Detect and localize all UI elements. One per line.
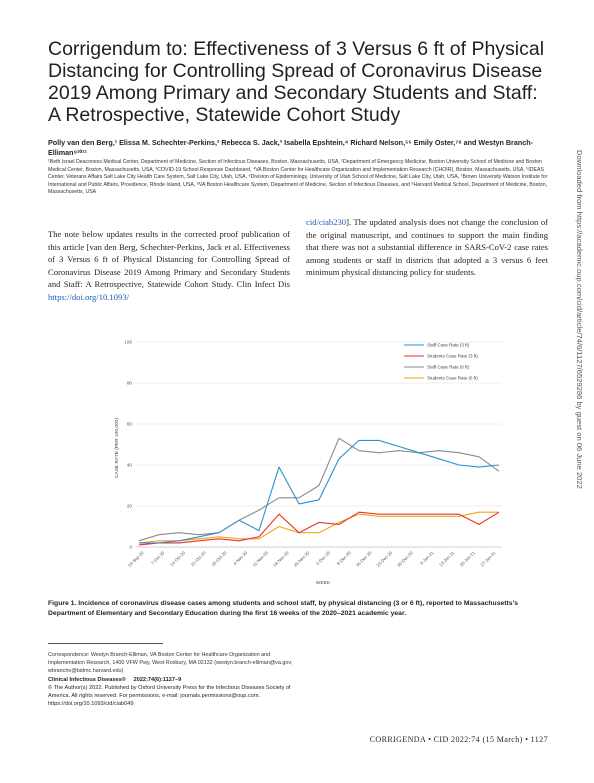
x-tick-label: 24-Sep-20 xyxy=(126,550,145,568)
legend-label-1: Students Case Rate (3 ft) xyxy=(427,353,478,359)
article-title: Corrigendum to: Effectiveness of 3 Versus 6 ft of Physical Distancing for Controlling Spread of Coronavirus Disease 2019 Among Primary and Secondary Students and Staff: A Retrospective, Statewide Cohort Study xyxy=(48,38,545,126)
download-sidebar xyxy=(574,150,586,570)
affiliations: ¹Beth Israel Deaconess Medical Center, Department of Medicine, Section of Infectious Diseases, Boston, Massachusetts, USA, ²Department of Emergency Medicine, Boston University School of Medicine and Boston Medical Center, Boston, Massachusetts, USA, ³COVID-19 School Response Dashboard, ⁴VA Boston Center for Healthcare Organization and Implementation Research (CHOIR), Boston, Massachusetts, USA, ⁵IDEAS Center, Veterans Affairs Salt Lake City Health Care System, Salt Lake City, Utah, USA, ⁶Division of Epidemiology, University of Utah School of Medicine, Salt Lake City, Utah, USA, ⁷Brown University Watson Institute for International and Public Affairs, Providence, Rhode Island, USA, ⁸VA Boston Healthcare System, Department of Medicine, Section of Infectious Diseases, and ⁹Harvard Medical School, Department of Medicine, Boston, Massachusetts, USA xyxy=(48,159,548,196)
body-column-right xyxy=(306,216,548,279)
y-tick-label: 80 xyxy=(126,380,132,386)
y-axis xyxy=(124,340,132,550)
journal-info xyxy=(48,676,293,708)
x-tick-label: 14-Oct-20 xyxy=(169,550,187,568)
chart-legend xyxy=(404,343,478,381)
x-tick-label: 11-Nov-20 xyxy=(251,550,269,568)
x-tick-label: 16-Dec-20 xyxy=(354,550,373,568)
body-column-left xyxy=(48,228,290,304)
y-tick-label: 100 xyxy=(124,339,132,345)
x-tick-label: 27-Jan-21 xyxy=(479,550,497,568)
legend-label-3: Students Case Rate (6 ft) xyxy=(427,375,478,381)
series-line-2 xyxy=(139,438,499,541)
x-tick-label: 13-Jan-21 xyxy=(438,550,456,568)
legend-label-2: Staff Case Rate (6 ft) xyxy=(427,364,470,370)
x-tick-label: 7-Oct-20 xyxy=(150,550,166,566)
footnote-divider xyxy=(48,643,163,644)
article-doi[interactable]: https://doi.org/10.1093/cid/ciab049 xyxy=(48,701,134,707)
copyright-notice: © The Author(s) 2022. Published by Oxford University Press for the Infectious Diseases Society of America. All rights reserved. For permissions, e-mail: journals.permissions@oup.com. xyxy=(48,685,291,699)
x-tick-label: 9-Dec-20 xyxy=(335,550,352,567)
x-tick-label: 20-Jan-21 xyxy=(458,550,477,568)
x-tick-label: 18-Nov-20 xyxy=(271,550,290,568)
x-axis xyxy=(127,550,497,568)
author-list: Polly van den Berg,¹ Elissa M. Schechter-Perkins,² Rebecca S. Jack,³ Isabella Epshtein,⁴ Richard Nelson,⁵⁶ Emily Oster,⁷⁸ and Westyn Branch-Elliman⁹¹⁰¹¹ xyxy=(48,138,534,157)
x-tick-label: 23-Dec-20 xyxy=(375,550,394,568)
x-tick-label: 21-Oct-20 xyxy=(189,550,207,568)
journal-issue: 2022;74(6):1127–9 xyxy=(133,677,182,683)
x-tick-label: 25-Nov-20 xyxy=(292,550,311,568)
doi-link-part1[interactable]: https://doi.org/10.1093/ xyxy=(48,291,130,302)
y-axis-label: CASE RATE (PER 100,000) xyxy=(115,418,120,478)
journal-name: Clinical Infectious Diseases® xyxy=(48,677,126,683)
case-rate-chart xyxy=(104,330,524,592)
doi-link-part2[interactable]: cid/ciab230 xyxy=(306,217,347,227)
y-tick-label: 60 xyxy=(126,421,132,427)
body-text-right: ]. The updated analysis does not change the conclusion of the original manuscript, and continues to support the main finding that there was not a substantial difference in SARS-CoV-2 case rates among students or staff in districts that adopted a 3 versus 6 feet minimum physical distancing policy for students. xyxy=(306,217,548,278)
y-tick-label: 0 xyxy=(129,544,132,550)
x-tick-label: 30-Dec-20 xyxy=(396,550,414,568)
x-tick-label: 6-Jan-21 xyxy=(419,550,435,566)
body-text-left: The note below updates results in the corrected proof publication of this article [van den Berg, Schechter-Perkins, Jack et al. Effectiveness of 3 Versus 6 ft of Physical Distancing for Controlling Spread of Coronavirus Disease 2019 Among Primary and Secondary Students and Staff: A Retrospective, Statewide Cohort Study. Clin Infect Dis xyxy=(48,229,290,290)
page-footer: CORRIGENDA • CID 2022:74 (15 March) • 1127 xyxy=(369,735,548,744)
x-tick-label: 28-Oct-20 xyxy=(210,550,228,568)
y-tick-label: 40 xyxy=(126,462,132,468)
correspondence: Correspondence: Westyn Branch-Elliman, VA Boston Center for Healthcare Organization and Implementation Research, 1400 VFW Pwy, West Roxbury, MA 02132 (westyn.branch-elliman@va.gov; wbranche@bidmc.harvard.edu) xyxy=(48,652,293,675)
legend-label-0: Staff Case Rate (3 ft) xyxy=(427,342,470,348)
series-line-0 xyxy=(139,440,499,543)
x-tick-label: 2-Dec-20 xyxy=(315,550,332,567)
y-tick-label: 20 xyxy=(126,503,132,509)
figure-caption: Figure 1. Incidence of coronavirus disease cases among students and school staff, by physical distancing (3 or 6 ft), reported to Massachusetts’s Department of Elementary and Secondary Education during the first 16 weeks of the 2020–2021 academic year. xyxy=(48,600,518,617)
x-tick-label: 4-Nov-20 xyxy=(232,550,249,567)
x-axis-label: WEEK xyxy=(315,581,331,586)
chart-series xyxy=(139,438,499,545)
download-notice[interactable]: Downloaded from https://academic.oup.com/cid/article/74/6/1127/6529286 by guest on 06 June 2022 xyxy=(575,150,584,489)
series-line-1 xyxy=(139,512,499,545)
